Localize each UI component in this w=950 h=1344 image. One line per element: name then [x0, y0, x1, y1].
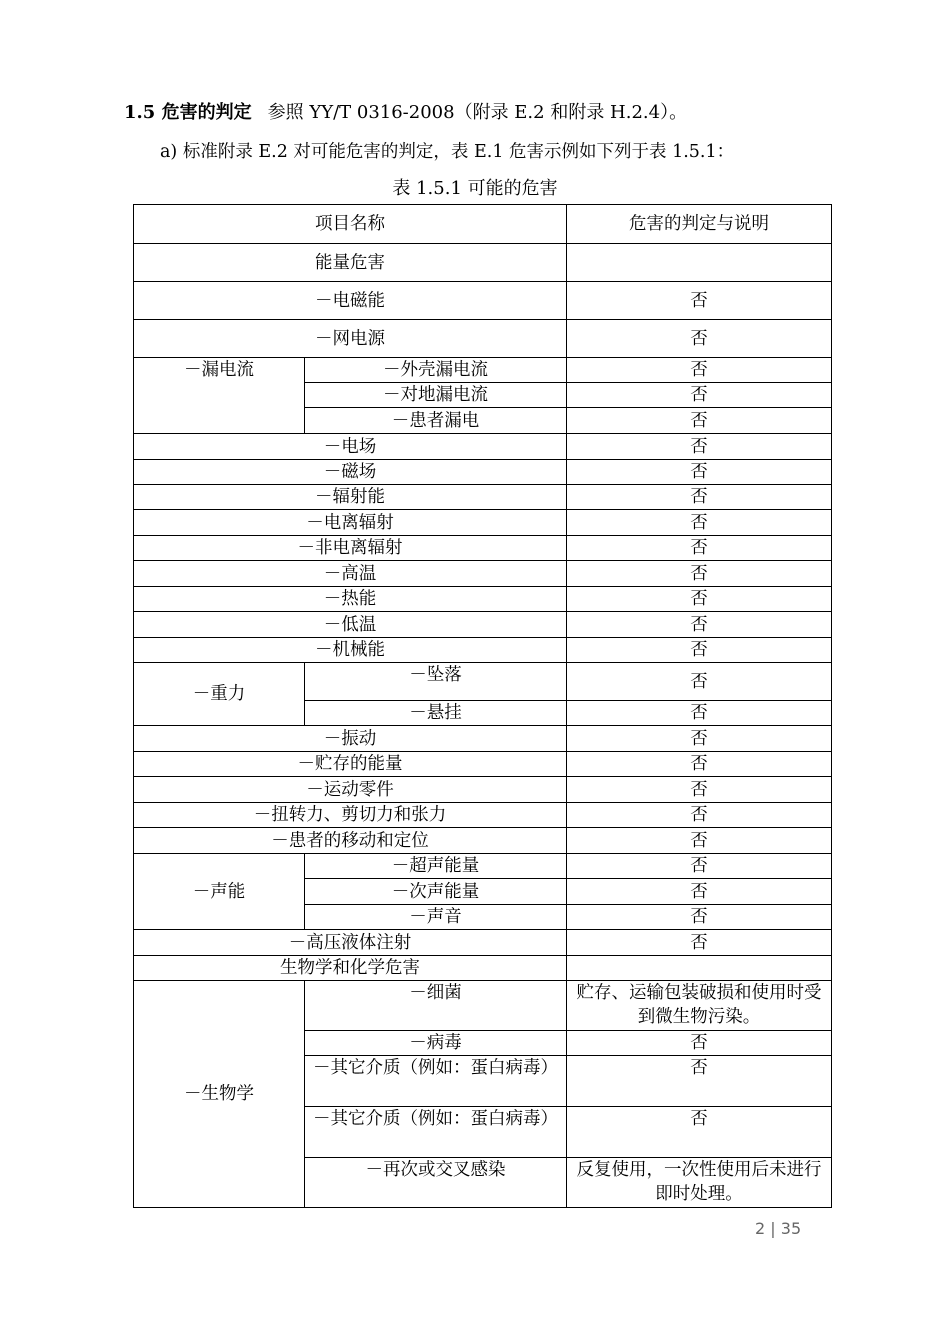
item-value: 否	[567, 383, 832, 408]
item-name: －超声能量	[305, 854, 567, 879]
section-title: 1.5 危害的判定	[124, 102, 252, 123]
item-value: 反复使用，一次性使用后未进行即时处理。	[567, 1158, 832, 1208]
item-name: －声音	[305, 905, 567, 930]
table-row	[134, 485, 832, 510]
item-value: 否	[567, 777, 832, 803]
item-value: 否	[567, 828, 832, 854]
group-name: －漏电流	[134, 358, 305, 434]
item-value: 否	[567, 638, 832, 663]
item-name: －电场	[134, 434, 567, 460]
group-name: －声能	[134, 854, 305, 930]
item-name: －患者漏电	[305, 408, 567, 434]
item-value: 否	[567, 905, 832, 930]
item-name: －外壳漏电流	[305, 358, 567, 383]
section-bio-chem-value	[567, 956, 832, 981]
item-value: 否	[567, 282, 832, 320]
item-value: 否	[567, 726, 832, 752]
item-value: 否	[567, 854, 832, 879]
item-value: 否	[567, 587, 832, 612]
item-value: 否	[567, 1031, 832, 1056]
hazard-table	[133, 204, 832, 1208]
page-separator-icon: |	[770, 1219, 776, 1238]
item-name: －扭转力、剪切力和张力	[134, 803, 567, 828]
item-name: －悬挂	[305, 701, 567, 726]
item-value: 否	[567, 752, 832, 777]
item-name: －磁场	[134, 460, 567, 485]
table-row	[134, 460, 832, 485]
item-name: －其它介质（例如：蛋白病毒）	[305, 1056, 567, 1107]
table-row	[134, 282, 832, 320]
item-value: 否	[567, 460, 832, 485]
item-name: －热能	[134, 587, 567, 612]
item-value: 否	[567, 536, 832, 561]
item-name: －低温	[134, 612, 567, 638]
header-item-name: 项目名称	[134, 205, 567, 244]
item-value: 否	[567, 510, 832, 536]
item-value: 否	[567, 561, 832, 587]
item-name: －坠落	[305, 663, 567, 701]
table-row	[134, 587, 832, 612]
table-row	[134, 956, 832, 981]
table-row	[134, 803, 832, 828]
section-energy-value	[567, 244, 832, 282]
item-name: －网电源	[134, 320, 567, 358]
item-name: －病毒	[305, 1031, 567, 1056]
item-name: －高压液体注射	[134, 930, 567, 956]
item-name: －电磁能	[134, 282, 567, 320]
table-row	[134, 828, 832, 854]
group-name: －重力	[134, 663, 305, 726]
item-value: 否	[567, 701, 832, 726]
item-value: 否	[567, 358, 832, 383]
item-name: －再次或交叉感染	[305, 1158, 567, 1208]
table-row	[134, 930, 832, 956]
item-value: 否	[567, 320, 832, 358]
table-row	[134, 244, 832, 282]
item-value: 否	[567, 612, 832, 638]
table-row	[134, 663, 832, 701]
item-value: 否	[567, 408, 832, 434]
item-name: －细菌	[305, 981, 567, 1031]
table-row	[134, 612, 832, 638]
intro-paragraph: a) 标准附录 E.2 对可能危害的判定，表 E.1 危害示例如下列于表 1.5.1：	[160, 142, 735, 162]
table-header-row	[134, 205, 832, 244]
item-value: 否	[567, 1056, 832, 1107]
item-name: －次声能量	[305, 879, 567, 905]
page-number	[755, 1219, 801, 1238]
item-value: 否	[567, 803, 832, 828]
item-value: 否	[567, 930, 832, 956]
group-name: －生物学	[134, 981, 305, 1208]
item-name: －辐射能	[134, 485, 567, 510]
current-page: 2	[755, 1219, 766, 1238]
item-name: －对地漏电流	[305, 383, 567, 408]
total-pages: 35	[780, 1219, 802, 1238]
table-row	[134, 638, 832, 663]
table-row	[134, 726, 832, 752]
table-row	[134, 854, 832, 879]
table-row	[134, 320, 832, 358]
table-row	[134, 752, 832, 777]
item-name: －患者的移动和定位	[134, 828, 567, 854]
item-name: －电离辐射	[134, 510, 567, 536]
section-heading	[124, 98, 687, 124]
section-bio-chem: 生物学和化学危害	[134, 956, 567, 981]
table-caption: 表 1.5.1 可能的危害	[392, 178, 558, 199]
item-value: 否	[567, 485, 832, 510]
item-name: －高温	[134, 561, 567, 587]
item-value: 否	[567, 1107, 832, 1158]
table-row	[134, 981, 832, 1031]
item-value: 否	[567, 879, 832, 905]
table-row	[134, 434, 832, 460]
header-judgement: 危害的判定与说明	[567, 205, 832, 244]
table-row	[134, 536, 832, 561]
item-value: 贮存、运输包装破损和使用时受到微生物污染。	[567, 981, 832, 1031]
table-row	[134, 777, 832, 803]
item-name: －机械能	[134, 638, 567, 663]
table-row	[134, 561, 832, 587]
table-row	[134, 510, 832, 536]
item-name: －其它介质（例如：蛋白病毒）	[305, 1107, 567, 1158]
section-energy: 能量危害	[134, 244, 567, 282]
item-name: －贮存的能量	[134, 752, 567, 777]
item-value: 否	[567, 663, 832, 701]
table-row	[134, 358, 832, 383]
section-reference: 参照 YY/T 0316-2008（附录 E.2 和附录 H.2.4）。	[267, 102, 688, 123]
item-name: －运动零件	[134, 777, 567, 803]
item-name: －非电离辐射	[134, 536, 567, 561]
item-value: 否	[567, 434, 832, 460]
item-name: －振动	[134, 726, 567, 752]
